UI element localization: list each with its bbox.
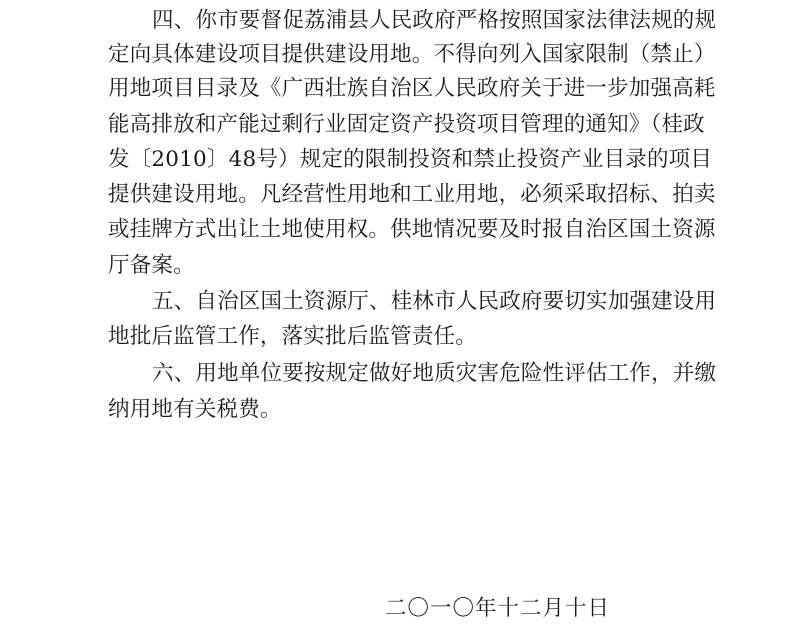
- paragraph-4-line-8: 厅备案。: [108, 253, 195, 278]
- paragraph-4-line-3: 用地项目目录及《广西壮族自治区人民政府关于进一步加强高耗: [108, 76, 716, 101]
- paragraph-4-line-2: 定向具体建设项目提供建设用地。不得向列入国家限制（禁止）: [108, 42, 716, 67]
- paragraph-6-line-1: 六、用地单位要按规定做好地质灾害危险性评估工作，并缴: [152, 361, 717, 386]
- paragraph-5-line-2: 地批后监管工作，落实批后监管责任。: [108, 324, 477, 349]
- paragraph-4-line-6: 提供建设用地。凡经营性用地和工业用地，必须采取招标、拍卖: [108, 182, 716, 207]
- paragraph-6-line-2: 纳用地有关税费。: [108, 397, 282, 422]
- paragraph-4-line-5: 发〔2010〕48号）规定的限制投资和禁止投资产业目录的项目: [108, 147, 713, 172]
- paragraph-4-line-4: 能高排放和产能过剩行业固定资产投资项目管理的通知》（桂政: [108, 112, 705, 137]
- document-date: 二〇一〇年十二月十日: [385, 596, 611, 621]
- paragraph-5-line-1: 五、自治区国土资源厅、桂林市人民政府要切实加强建设用: [152, 289, 717, 314]
- paragraph-4-line-7: 或挂牌方式出让土地使用权。供地情况要及时报自治区国土资源: [108, 217, 716, 242]
- paragraph-4-line-1: 四、你市要督促荔浦县人民政府严格按照国家法律法规的规: [152, 8, 717, 33]
